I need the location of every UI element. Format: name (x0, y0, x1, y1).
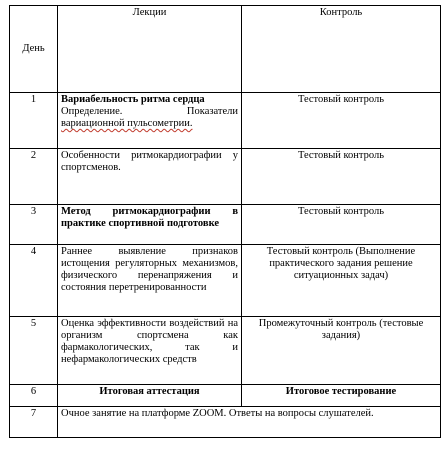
lecture-cell: Раннее выявление признаков истощения регуляторных механизмов, физического перенапряжения и состояния перетренированности (58, 245, 242, 317)
day-cell: 4 (10, 245, 58, 317)
day-cell: 6 (10, 385, 58, 407)
schedule-table (9, 5, 441, 438)
lecture-cell: Итоговая аттестация (58, 385, 242, 407)
lecture-cell: Особенности ритмокардиографии у спортсменов. (58, 149, 242, 205)
control-cell: Тестовый контроль (242, 93, 441, 149)
control-cell: Тестовый контроль (242, 149, 441, 205)
lecture-text-underlined: вариационной пульсометрии. (61, 118, 193, 129)
day-cell: 7 (10, 407, 58, 438)
day-cell: 5 (10, 317, 58, 385)
table-row (10, 205, 441, 245)
table-row (10, 317, 441, 385)
control-cell: Промежуточный контроль (тестовые задания) (242, 317, 441, 385)
lecture-cell: Оценка эффективности воздействий на организм спортсмена как фармакологических, так и нефармакологических средств (58, 317, 242, 385)
control-cell: Тестовый контроль (242, 205, 441, 245)
table-row (10, 407, 441, 438)
header-control: Контроль (242, 6, 441, 93)
lecture-cell (58, 93, 242, 149)
lecture-cell: Метод ритмокардиографии в практике спортивной подготовке (58, 205, 242, 245)
day-cell: 2 (10, 149, 58, 205)
day-cell: 1 (10, 93, 58, 149)
table-row (10, 93, 441, 149)
control-cell: Итоговое тестирование (242, 385, 441, 407)
control-cell: Тестовый контроль (Выполнение практического задания решение ситуационных задач) (242, 245, 441, 317)
table-row (10, 385, 441, 407)
table-row (10, 245, 441, 317)
header-lectures: Лекции (58, 6, 242, 93)
header-day: День (10, 6, 58, 93)
header-row (10, 6, 441, 93)
day-cell: 3 (10, 205, 58, 245)
table-row (10, 149, 441, 205)
lecture-title: Вариабельность ритма сердца (61, 94, 205, 105)
lecture-text: Определение. Показатели (61, 106, 238, 117)
merged-cell: Очное занятие на платформе ZOOM. Ответы на вопросы слушателей. (58, 407, 441, 438)
